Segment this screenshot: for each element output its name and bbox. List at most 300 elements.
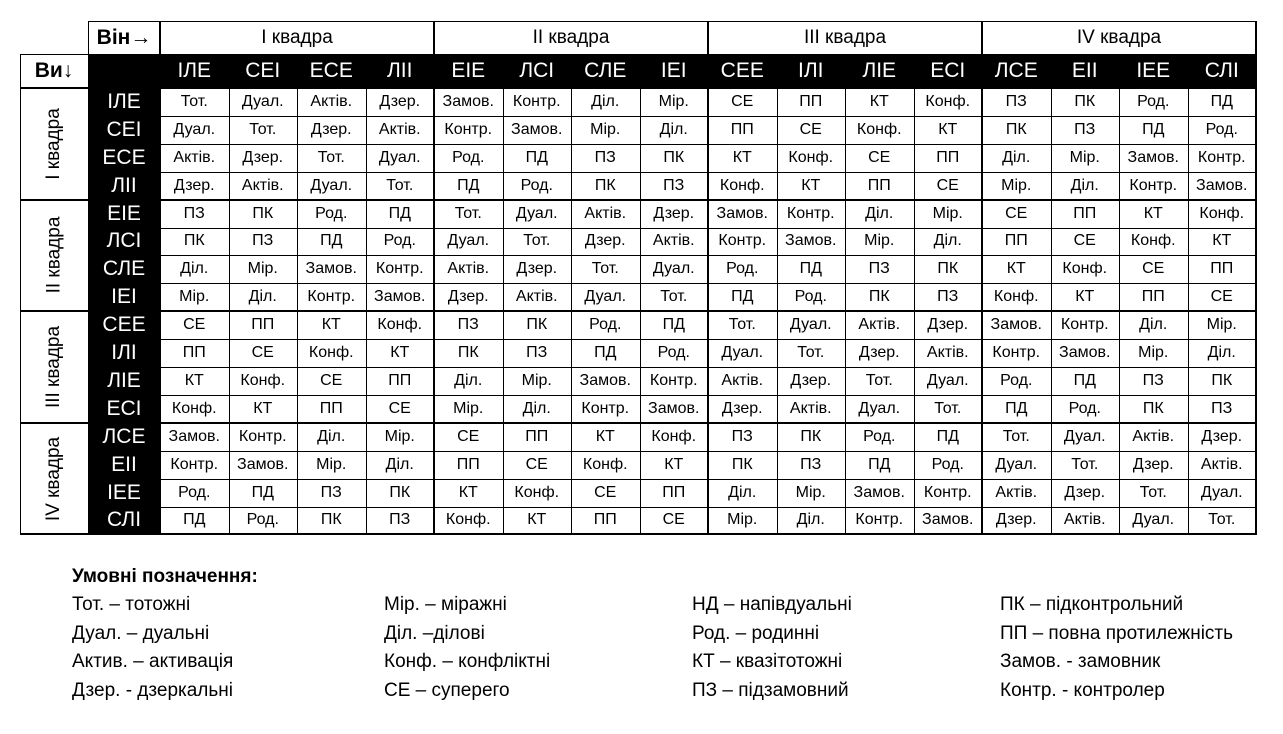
relation-cell: Конф. <box>856 120 902 138</box>
relation-cell: ПЗ <box>526 344 548 362</box>
column-type-header: ЛСІ <box>503 54 572 88</box>
row-type-header: ЕСЕ <box>88 144 160 172</box>
relation-cell: Мір. <box>316 455 347 473</box>
legend <box>72 566 1272 716</box>
relation-cell: ПД <box>183 511 206 529</box>
relation-cell: Тот. <box>865 371 893 389</box>
relation-cell: Контр. <box>1129 176 1178 194</box>
legend-item: Дзер. - дзеркальні <box>72 679 234 701</box>
column-type-header: ЕІЕ <box>434 54 503 88</box>
relation-cell: ПЗ <box>1074 120 1096 138</box>
relation-cell: Мір. <box>1069 148 1100 166</box>
relation-cell: Конф. <box>651 427 697 445</box>
side-quadra-label-1 <box>20 88 88 200</box>
relation-cell: Род. <box>1205 120 1238 138</box>
relation-cell: Діл. <box>317 427 346 445</box>
relation-cell: ПП <box>525 427 549 445</box>
column-type-header: ІЛІ <box>777 54 846 88</box>
relation-cell: Актів. <box>1200 455 1243 473</box>
relation-cell: ПЗ <box>457 316 479 334</box>
relation-cell: Род. <box>315 204 348 222</box>
relation-cell: Дуал. <box>926 371 969 389</box>
relation-cell: Дуал. <box>1200 483 1243 501</box>
relation-cell: Дзер. <box>447 288 489 306</box>
relation-cell: Род. <box>178 483 211 501</box>
relation-cell: ПЗ <box>594 148 616 166</box>
legend-title: Умовні позначення: <box>72 566 258 587</box>
grid-line <box>20 54 1257 55</box>
relation-cell: ПД <box>1142 120 1165 138</box>
row-type-header: ІЛЕ <box>88 88 160 116</box>
relation-cell: ПП <box>388 371 412 389</box>
relation-cell: Дуал. <box>310 176 353 194</box>
relation-cell: Конф. <box>1062 260 1108 278</box>
relation-cell: Діл. <box>591 92 620 110</box>
relation-cell: ПД <box>799 260 822 278</box>
relation-cell: ПЗ <box>731 427 753 445</box>
relation-cell: ПЗ <box>320 483 342 501</box>
relation-cell: ПП <box>867 176 891 194</box>
relation-cell: Род. <box>726 260 759 278</box>
relation-cell: СЕ <box>1210 288 1233 306</box>
legend-item: ПП – повна протилежність <box>1000 622 1234 644</box>
relation-cell: ПК <box>389 483 411 501</box>
relation-cell: Тот. <box>728 316 756 334</box>
relation-cell: ПК <box>1211 371 1233 389</box>
relation-cell: Мір. <box>932 204 963 222</box>
row-type-header: ЛІЕ <box>88 367 160 395</box>
column-type-header: СЛІ <box>1188 54 1257 88</box>
grid-line <box>1188 54 1189 535</box>
relation-cell: Дуал. <box>652 260 695 278</box>
column-type-header: ЛІЕ <box>845 54 914 88</box>
relation-cell: Мір. <box>1206 316 1237 334</box>
legend-item: Контр. - контролер <box>1000 679 1165 701</box>
relation-cell: Конф. <box>1199 204 1245 222</box>
relation-cell: ПД <box>457 176 480 194</box>
relation-cell: Род. <box>1137 92 1170 110</box>
relation-cell: Конф. <box>308 344 354 362</box>
side-quadra-label-3 <box>20 311 88 423</box>
relation-cell: ПК <box>937 260 959 278</box>
grid-line <box>159 21 161 535</box>
legend-item: Мір. – міражні <box>384 594 507 615</box>
grid-line <box>640 54 641 535</box>
relation-cell: ПД <box>388 204 411 222</box>
relation-cell: КТ <box>321 316 341 334</box>
relation-cell: Род. <box>589 316 622 334</box>
grid-line <box>571 54 572 535</box>
column-type-header: ЛСЕ <box>982 54 1051 88</box>
relation-cell: ПК <box>663 148 685 166</box>
grid-line <box>20 87 1257 89</box>
relation-cell: Контр. <box>992 344 1041 362</box>
relation-cell: Актів. <box>926 344 969 362</box>
relation-cell: Замов. <box>305 260 357 278</box>
legend-item: ПК – підконтрольний <box>1000 594 1184 615</box>
relation-cell: Тот. <box>523 232 551 250</box>
relation-cell: Контр. <box>238 427 287 445</box>
relation-cell: Конф. <box>719 176 765 194</box>
relation-cell: Замов. <box>1059 344 1111 362</box>
relation-cell: ПЗ <box>1005 92 1027 110</box>
relation-cell: Дзер. <box>310 120 352 138</box>
relation-cell: Діл. <box>1139 316 1168 334</box>
relation-cell: Конф. <box>171 399 217 417</box>
relation-cell: ПД <box>594 344 617 362</box>
legend-item: Род. – родинні <box>692 622 820 644</box>
relation-cell: Замов. <box>853 483 905 501</box>
column-type-header: ЕІІ <box>1051 54 1120 88</box>
relation-cell: Актів. <box>241 176 284 194</box>
relation-cell: ПК <box>800 427 822 445</box>
relation-cell: Род. <box>1000 371 1033 389</box>
relation-cell: Актів. <box>789 399 832 417</box>
relation-cell: Замов. <box>716 204 768 222</box>
relation-cell: Діл. <box>1002 148 1031 166</box>
relation-cell: Тот. <box>1139 483 1167 501</box>
relation-cell: Тот. <box>934 399 962 417</box>
column-type-header: ЛІІ <box>366 54 435 88</box>
relation-cell: ПЗ <box>937 288 959 306</box>
relation-cell: Род. <box>383 232 416 250</box>
relation-cell: КТ <box>801 176 821 194</box>
relation-cell: ПД <box>251 483 274 501</box>
relation-cell: КТ <box>253 399 273 417</box>
relation-cell: Род. <box>452 148 485 166</box>
relation-cell: Мір. <box>795 483 826 501</box>
relation-cell: Конф. <box>925 92 971 110</box>
grid-line <box>20 533 1257 535</box>
relation-cell: Діл. <box>454 371 483 389</box>
relation-cell: Мір. <box>1138 344 1169 362</box>
relation-cell: Контр. <box>923 483 972 501</box>
relation-cell: СЕ <box>936 176 959 194</box>
relation-cell: КТ <box>595 427 615 445</box>
relation-cell: Дзер. <box>173 176 215 194</box>
relation-cell: Конф. <box>240 371 286 389</box>
relation-cell: Актів. <box>995 483 1038 501</box>
column-type-header: ІЕІ <box>640 54 709 88</box>
relation-cell: Дзер. <box>516 260 558 278</box>
relation-cell: Мір. <box>384 427 415 445</box>
quadra-header-2: II квадра <box>532 26 610 48</box>
relation-cell: Дзер. <box>858 344 900 362</box>
relation-cell: ПП <box>1073 204 1097 222</box>
relation-cell: ПК <box>457 344 479 362</box>
relation-cell: Тот. <box>797 344 825 362</box>
relation-cell: Конф. <box>514 483 560 501</box>
relation-cell: Дуал. <box>858 399 901 417</box>
relation-cell: ПК <box>526 316 548 334</box>
relation-cell: Контр. <box>512 92 561 110</box>
relation-cell: ПК <box>183 232 205 250</box>
relation-cell: Діл. <box>248 288 277 306</box>
relation-cell: Мір. <box>179 288 210 306</box>
relation-cell: Контр. <box>307 288 356 306</box>
relation-cell: Дзер. <box>379 92 421 110</box>
legend-item: Тот. – тотожні <box>72 594 191 615</box>
relation-cell: СЕ <box>320 371 343 389</box>
relation-cell: СЕ <box>251 344 274 362</box>
row-type-header: ЛІІ <box>88 172 160 200</box>
relation-cell: Дуал. <box>173 120 216 138</box>
relation-cell: Дзер. <box>790 371 832 389</box>
relation-cell: СЕ <box>388 399 411 417</box>
relation-cell: ПД <box>868 455 891 473</box>
relation-cell: Тот. <box>249 120 277 138</box>
row-type-header: СЛЕ <box>88 255 160 283</box>
relation-cell: КТ <box>869 92 889 110</box>
relation-cell: Мір. <box>864 232 895 250</box>
relation-cell: Актів. <box>584 204 627 222</box>
legend-item: Діл. –ділові <box>384 622 485 644</box>
relation-cell: Конф. <box>1130 232 1176 250</box>
relation-cell: Діл. <box>1070 176 1099 194</box>
row-type-header: ЛСІ <box>88 228 160 256</box>
relation-cell: ПД <box>1073 371 1096 389</box>
relation-cell: КТ <box>732 148 752 166</box>
relation-cell: Замов. <box>1196 176 1248 194</box>
relation-cell: ПД <box>662 316 685 334</box>
relation-cell: ПП <box>456 455 480 473</box>
side-quadra-text: I квадра <box>43 108 65 180</box>
relation-cell: Актів. <box>721 371 764 389</box>
relation-cell: Конф. <box>993 288 1039 306</box>
relation-cell: Актів. <box>447 260 490 278</box>
row-type-header: СЕЕ <box>88 311 160 339</box>
relation-cell: Дзер. <box>242 148 284 166</box>
column-type-header: ІЛЕ <box>160 54 229 88</box>
quadra-header-4: IV квадра <box>1076 26 1162 48</box>
relation-cell: ПД <box>1005 399 1028 417</box>
relation-cell: Дуал. <box>1132 511 1175 529</box>
relation-cell: Замов. <box>648 399 700 417</box>
relation-cell: ПК <box>1005 120 1027 138</box>
relation-cell: СЕ <box>457 427 480 445</box>
relation-cell: ПД <box>525 148 548 166</box>
grid-line <box>433 21 435 535</box>
relation-cell: Мір. <box>521 371 552 389</box>
relation-cell: Актів. <box>1063 511 1106 529</box>
relation-cell: Замов. <box>511 120 563 138</box>
row-type-header: ЕСІ <box>88 395 160 423</box>
relation-cell: Дуал. <box>584 288 627 306</box>
grid-line <box>20 54 21 535</box>
relation-cell: Тот. <box>591 260 619 278</box>
relation-cell: Конф. <box>445 511 491 529</box>
relation-cell: Мір. <box>590 120 621 138</box>
legend-item: Актив. – активація <box>72 651 234 672</box>
relation-cell: СЕ <box>183 316 206 334</box>
column-type-header: ІЕЕ <box>1119 54 1188 88</box>
relation-cell: Дуал. <box>378 148 421 166</box>
relation-cell: Контр. <box>786 204 835 222</box>
relation-cell: ПК <box>868 288 890 306</box>
relation-cell: ПК <box>320 511 342 529</box>
relation-cell: ПЗ <box>183 204 205 222</box>
quadra-header-3: III квадра <box>803 26 887 48</box>
relation-cell: Дзер. <box>584 232 626 250</box>
row-type-header: СЕІ <box>88 116 160 144</box>
relation-cell: Актів. <box>858 316 901 334</box>
relation-cell: СЕ <box>1142 260 1165 278</box>
relation-cell: Тот. <box>1071 455 1099 473</box>
column-type-header: ЕСІ <box>914 54 983 88</box>
side-quadra-text: IV квадра <box>43 436 64 521</box>
grid-line <box>88 21 1257 22</box>
relation-cell: Тот. <box>386 176 414 194</box>
relation-cell: ПП <box>1210 260 1234 278</box>
relation-cell: Актів. <box>378 120 421 138</box>
grid-line <box>1119 54 1120 535</box>
relation-cell: ПК <box>594 176 616 194</box>
relation-cell: Конф. <box>788 148 834 166</box>
legend-item: СЕ – суперего <box>384 679 510 701</box>
side-quadra-label-2 <box>20 200 88 312</box>
grid-line <box>914 54 915 535</box>
relation-cell: Діл. <box>865 204 894 222</box>
relation-cell: ПД <box>1210 92 1233 110</box>
relation-cell: КТ <box>1143 204 1163 222</box>
legend-item: НД – напівдуальні <box>692 594 852 615</box>
relation-cell: СЕ <box>662 511 685 529</box>
grid-line <box>20 199 1257 201</box>
row-type-header: ІЛІ <box>88 339 160 367</box>
relation-cell: ПП <box>799 92 823 110</box>
row-type-header: ІЕЕ <box>88 479 160 507</box>
relation-cell: Дзер. <box>653 204 695 222</box>
relation-cell: Род. <box>794 288 827 306</box>
relation-cell: ПЗ <box>800 455 822 473</box>
relation-cell: Контр. <box>855 511 904 529</box>
relation-cell: Контр. <box>1197 148 1246 166</box>
relation-cell: Род. <box>657 344 690 362</box>
row-type-header: ІЕІ <box>88 283 160 311</box>
relation-cell: Дуал. <box>721 344 764 362</box>
relation-cell: Контр. <box>1060 316 1109 334</box>
relation-cell: Контр. <box>718 232 767 250</box>
relation-cell: СЕ <box>594 483 617 501</box>
relation-cell: Актів. <box>173 148 216 166</box>
relation-cell: Замов. <box>237 455 289 473</box>
relation-cell: Дзер. <box>1132 455 1174 473</box>
relation-cell: Контр. <box>444 120 493 138</box>
relation-cell: Замов. <box>579 371 631 389</box>
grid-line <box>88 21 89 55</box>
relation-cell: ПП <box>936 148 960 166</box>
relation-cell: Діл. <box>1207 344 1236 362</box>
relation-cell: Діл. <box>522 399 551 417</box>
relation-cell: Діл. <box>933 232 962 250</box>
relation-cell: ПК <box>252 204 274 222</box>
relation-cell: Мір. <box>658 92 689 110</box>
legend-item: КТ – квазітотожні <box>692 651 843 672</box>
relation-cell: КТ <box>1075 288 1095 306</box>
relation-cell: ПЗ <box>868 260 890 278</box>
relation-cell: Род. <box>863 427 896 445</box>
side-quadra-text: III квадра <box>43 325 65 409</box>
relation-cell: ПД <box>936 427 959 445</box>
side-quadra-text: II квадра <box>43 216 65 294</box>
relation-cell: Контр. <box>581 399 630 417</box>
relation-cell: СЕ <box>731 92 754 110</box>
relation-cell: Тот. <box>180 92 208 110</box>
relation-cell: ПК <box>1074 92 1096 110</box>
relation-cell: ПП <box>730 120 754 138</box>
relation-cell: ПЗ <box>1211 399 1233 417</box>
grid-line <box>297 54 298 535</box>
relation-cell: СЕ <box>1073 232 1096 250</box>
relation-cell: Мір. <box>727 511 758 529</box>
grid-line <box>20 422 1257 424</box>
grid-line <box>845 54 846 535</box>
relation-cell: ПП <box>182 344 206 362</box>
relation-cell: СЕ <box>868 148 891 166</box>
relation-cell: Род. <box>1068 399 1101 417</box>
column-type-header: СЛЕ <box>571 54 640 88</box>
relation-cell: Діл. <box>659 120 688 138</box>
relation-cell: ПП <box>251 316 275 334</box>
relation-cell: ПЗ <box>663 176 685 194</box>
relation-cell: ПП <box>1004 232 1028 250</box>
grid-line <box>1051 54 1052 535</box>
relation-cell: СЕ <box>799 120 822 138</box>
relation-cell: Діл. <box>728 483 757 501</box>
relation-cell: ПП <box>593 511 617 529</box>
relation-cell: КТ <box>184 371 204 389</box>
relation-cell: Дуал. <box>995 455 1038 473</box>
relation-cell: КТ <box>390 344 410 362</box>
relation-cell: ПП <box>662 483 686 501</box>
legend-item: Замов. - замовник <box>1000 651 1161 672</box>
relation-cell: Мір. <box>1001 176 1032 194</box>
relation-cell: СЕ <box>525 455 548 473</box>
relation-cell: Дуал. <box>1063 427 1106 445</box>
grid-line <box>229 54 230 535</box>
legend-item: ПЗ – підзамовний <box>692 679 849 701</box>
relation-cell: Замов. <box>922 511 974 529</box>
grid-line <box>707 21 709 535</box>
column-type-header: СЕІ <box>229 54 298 88</box>
relation-cell: Тот. <box>1208 511 1236 529</box>
relation-cell: ПП <box>319 399 343 417</box>
relation-cell: Актів. <box>310 92 353 110</box>
he-corner-label: Він→ <box>96 25 152 49</box>
relation-cell: Мір. <box>247 260 278 278</box>
relation-cell: Дзер. <box>1064 483 1106 501</box>
relation-cell: Замов. <box>168 427 220 445</box>
row-type-header: ЕІІ <box>88 451 160 479</box>
relation-cell: СЕ <box>1005 204 1028 222</box>
relation-cell: КТ <box>458 483 478 501</box>
relation-cell: ПП <box>1141 288 1165 306</box>
relation-cell: Дуал. <box>241 92 284 110</box>
column-type-header: СЕЕ <box>708 54 777 88</box>
relation-cell: Род. <box>520 176 553 194</box>
relation-cell: Замов. <box>990 316 1042 334</box>
relation-cell: Род. <box>246 511 279 529</box>
relation-cell: Конф. <box>582 455 628 473</box>
relation-cell: Замов. <box>785 232 837 250</box>
relation-cell: Род. <box>931 455 964 473</box>
relation-cell: Тот. <box>660 288 688 306</box>
relation-cell: ПК <box>1142 399 1164 417</box>
they-corner-label: Ви↓ <box>34 59 74 82</box>
grid-line <box>981 21 983 535</box>
relation-cell: КТ <box>527 511 547 529</box>
relation-cell: ПД <box>320 232 343 250</box>
